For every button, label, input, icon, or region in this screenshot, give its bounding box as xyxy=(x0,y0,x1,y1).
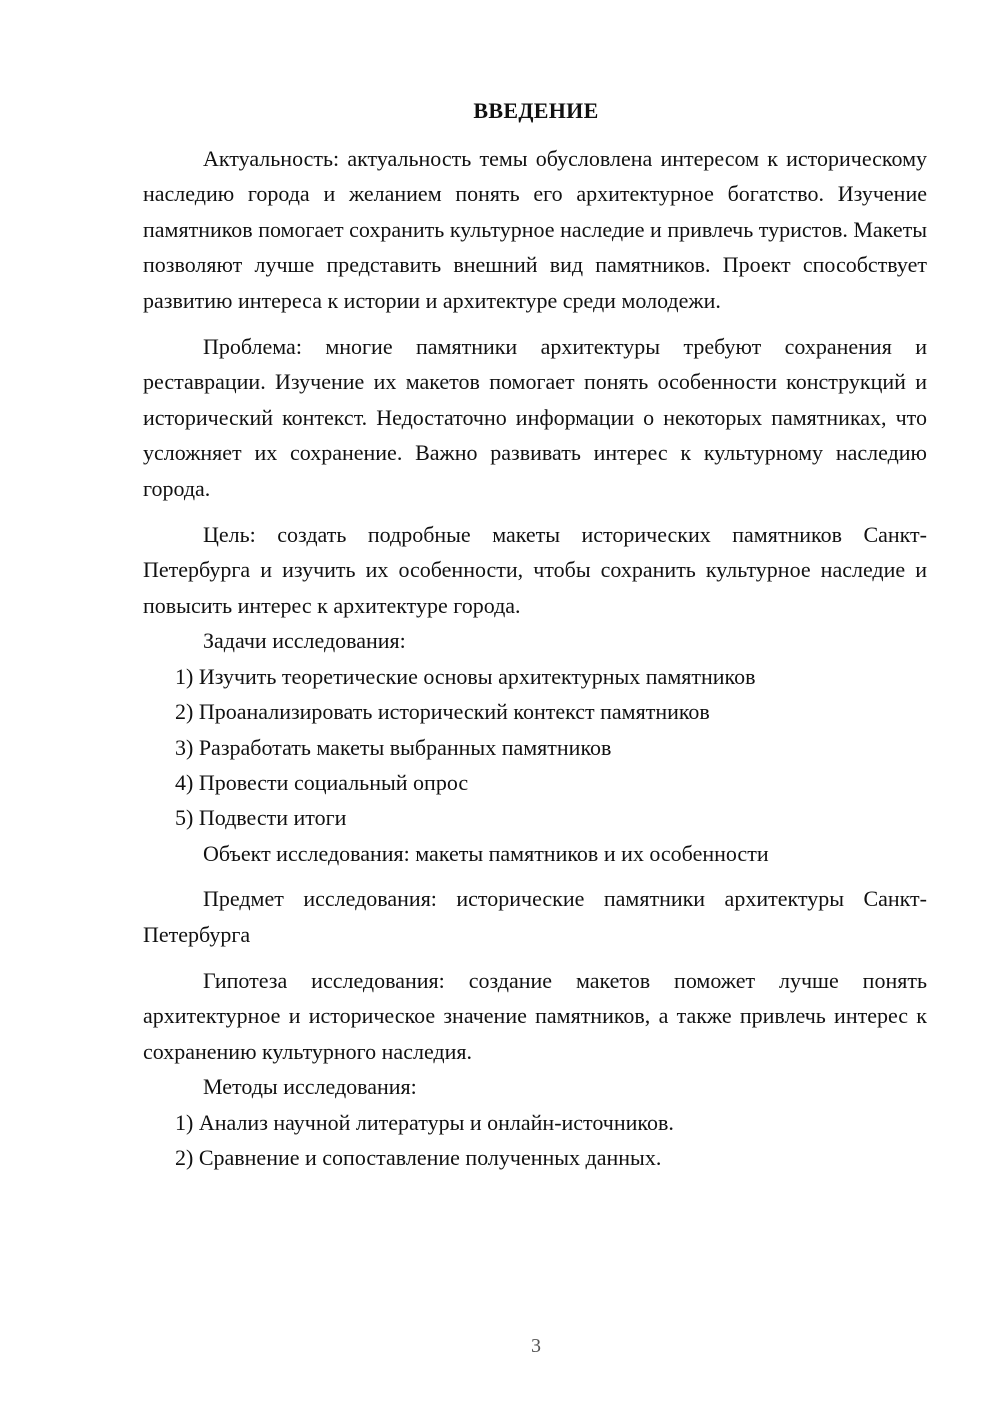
list-item: 4) Провести социальный опрос xyxy=(175,769,469,795)
list-item: 2) Сравнение и сопоставление полученных данных. xyxy=(175,1144,662,1170)
list-item: 5) Подвести итоги xyxy=(175,805,347,831)
research-hypothesis: Гипотеза исследования: создание макетов поможет лучше понять архитектурное и историческое значение памятников, а также привлечь интерес к сохранению культурного наследия. xyxy=(143,967,927,1064)
methods-heading: Методы исследования: xyxy=(203,1074,417,1100)
document-body xyxy=(143,141,927,1175)
page-title: ВВЕДЕНИЕ xyxy=(473,98,599,123)
list-item: 2) Проанализировать исторический контекст памятников xyxy=(175,699,710,725)
relevance-paragraph: Актуальность: актуальность темы обусловлена интересом к историческому наследию города и желанием понять его архитектурное богатство. Изучение памятников помогает сохранить культурное наследие и привлечь туристов. Макеты позволяют лучше представить внешний вид памятников. Проект способствует развитию интереса к истории и архитектуре среди молодежи. xyxy=(143,146,927,313)
list-item: 1) Изучить теоретические основы архитектурных памятников xyxy=(175,663,756,689)
research-object: Объект исследования: макеты памятников и их особенности xyxy=(203,840,769,866)
methods-list xyxy=(143,1105,927,1176)
list-item: 3) Разработать макеты выбранных памятников xyxy=(175,734,612,760)
goal-paragraph: Цель: создать подробные макеты исторических памятников Санкт-Петербурга и изучить их особенности, чтобы сохранить культурное наследие и повысить интерес к архитектуре города. xyxy=(143,522,927,618)
page-number: 3 xyxy=(531,1335,541,1357)
tasks-list xyxy=(143,659,927,836)
list-item: 1) Анализ научной литературы и онлайн-источников. xyxy=(175,1109,674,1135)
research-subject: Предмет исследования: исторические памятники архитектуры Санкт-Петербурга xyxy=(143,886,927,947)
problem-paragraph: Проблема: многие памятники архитектуры требуют сохранения и реставрации. Изучение их макетов помогает понять особенности конструкций и исторический контекст. Недостаточно информации о некоторых памятниках, что усложняет их сохранение. Важно развивать интерес к культурному наследию города. xyxy=(143,334,927,501)
tasks-heading: Задачи исследования: xyxy=(203,628,406,654)
